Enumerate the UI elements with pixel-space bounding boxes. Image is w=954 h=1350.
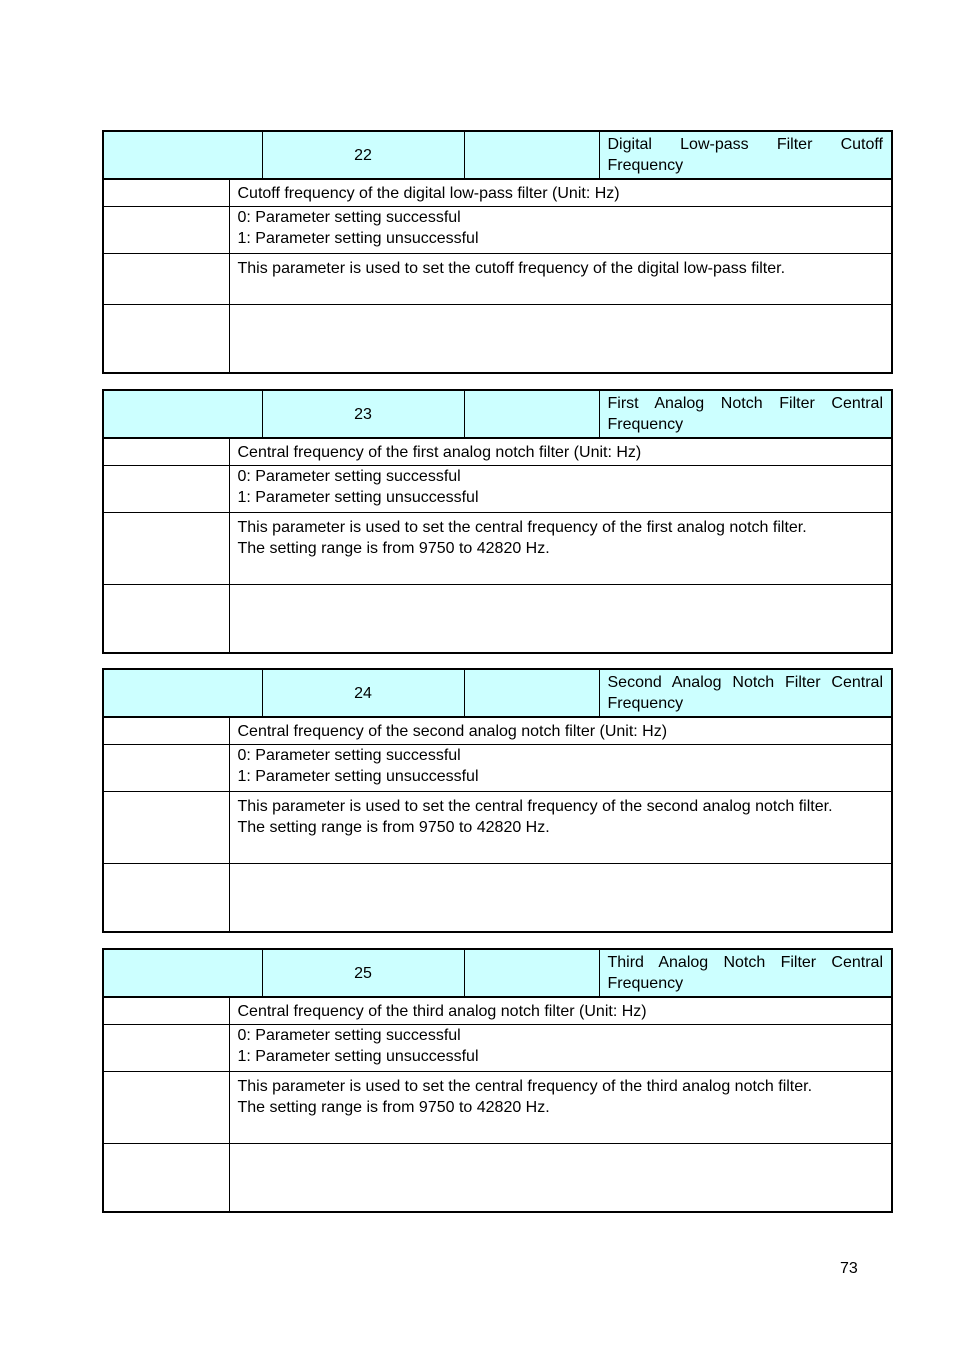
return-value-line: 0: Parameter setting successful [237, 1027, 461, 1044]
parameter-table-24 [102, 668, 893, 933]
page-number: 73 [840, 1260, 858, 1277]
header-label-cell [103, 669, 262, 717]
row-label-cell [103, 1025, 229, 1072]
header-label-cell [103, 390, 262, 438]
remarks-row [103, 305, 892, 374]
command-name: First Analog Notch Filter Central Frequency [599, 390, 892, 438]
return-values [229, 207, 892, 254]
row-label-cell [103, 792, 229, 864]
command-number: 23 [262, 390, 464, 438]
remarks-row [103, 864, 892, 933]
header-label-cell [103, 949, 262, 997]
return-value-line: 1: Parameter setting unsuccessful [237, 768, 479, 785]
remarks-cell [229, 1144, 892, 1213]
description [229, 1072, 892, 1144]
parameter-text: Cutoff frequency of the digital low-pass filter (Unit: Hz) [229, 179, 892, 207]
header-label-cell [464, 390, 599, 438]
remarks-row [103, 585, 892, 654]
row-label-cell [103, 254, 229, 305]
description-line: The setting range is from 9750 to 42820 Hz. [237, 540, 550, 557]
description-row [103, 1072, 892, 1144]
parameter-table-22 [102, 130, 893, 374]
parameter-text: Central frequency of the third analog notch filter (Unit: Hz) [229, 997, 892, 1025]
header-label-cell [464, 131, 599, 179]
command-number: 22 [262, 131, 464, 179]
table-header-row [103, 669, 892, 717]
row-label-cell [103, 438, 229, 466]
return-value-line: 1: Parameter setting unsuccessful [237, 489, 479, 506]
parameter-table-23 [102, 389, 893, 654]
description [229, 513, 892, 585]
row-label-cell [103, 513, 229, 585]
remarks-cell [229, 585, 892, 654]
row-label-cell [103, 1144, 229, 1213]
remarks-row [103, 1144, 892, 1213]
row-label-cell [103, 864, 229, 933]
description [229, 792, 892, 864]
return-values [229, 745, 892, 792]
command-number: 24 [262, 669, 464, 717]
table-header-row [103, 131, 892, 179]
parameter-row [103, 179, 892, 207]
row-label-cell [103, 997, 229, 1025]
return-value-row [103, 745, 892, 792]
header-label-cell [464, 669, 599, 717]
table-header-row [103, 390, 892, 438]
remarks-cell [229, 864, 892, 933]
description-row [103, 513, 892, 585]
return-value-line: 0: Parameter setting successful [237, 747, 461, 764]
row-label-cell [103, 305, 229, 374]
return-value-line: 1: Parameter setting unsuccessful [237, 230, 479, 247]
remarks-cell [229, 305, 892, 374]
header-label-cell [464, 949, 599, 997]
description [229, 254, 892, 305]
return-value-row [103, 1025, 892, 1072]
return-values [229, 466, 892, 513]
return-value-line: 1: Parameter setting unsuccessful [237, 1048, 479, 1065]
description-line: The setting range is from 9750 to 42820 Hz. [237, 1099, 550, 1116]
return-values [229, 1025, 892, 1072]
row-label-cell [103, 717, 229, 745]
table-header-row [103, 949, 892, 997]
row-label-cell [103, 585, 229, 654]
description-line: This parameter is used to set the central frequency of the first analog notch filter. [237, 519, 807, 536]
return-value-row [103, 466, 892, 513]
row-label-cell [103, 745, 229, 792]
description-row [103, 792, 892, 864]
parameter-text: Central frequency of the first analog notch filter (Unit: Hz) [229, 438, 892, 466]
return-value-line: 0: Parameter setting successful [237, 468, 461, 485]
parameter-row [103, 438, 892, 466]
parameter-row [103, 997, 892, 1025]
description-line: This parameter is used to set the cutoff frequency of the digital low-pass filter. [237, 260, 786, 277]
header-label-cell [103, 131, 262, 179]
row-label-cell [103, 1072, 229, 1144]
parameter-table-25 [102, 948, 893, 1213]
description-line: The setting range is from 9750 to 42820 Hz. [237, 819, 550, 836]
parameter-text: Central frequency of the second analog notch filter (Unit: Hz) [229, 717, 892, 745]
parameter-row [103, 717, 892, 745]
return-value-line: 0: Parameter setting successful [237, 209, 461, 226]
command-name: Digital Low-pass Filter Cutoff Frequency [599, 131, 892, 179]
row-label-cell [103, 466, 229, 513]
return-value-row [103, 207, 892, 254]
command-name: Second Analog Notch Filter Central Frequency [599, 669, 892, 717]
row-label-cell [103, 179, 229, 207]
command-number: 25 [262, 949, 464, 997]
description-line: This parameter is used to set the central frequency of the third analog notch filter. [237, 1078, 813, 1095]
command-name: Third Analog Notch Filter Central Frequency [599, 949, 892, 997]
row-label-cell [103, 207, 229, 254]
description-line: This parameter is used to set the central frequency of the second analog notch filter. [237, 798, 833, 815]
description-row [103, 254, 892, 305]
